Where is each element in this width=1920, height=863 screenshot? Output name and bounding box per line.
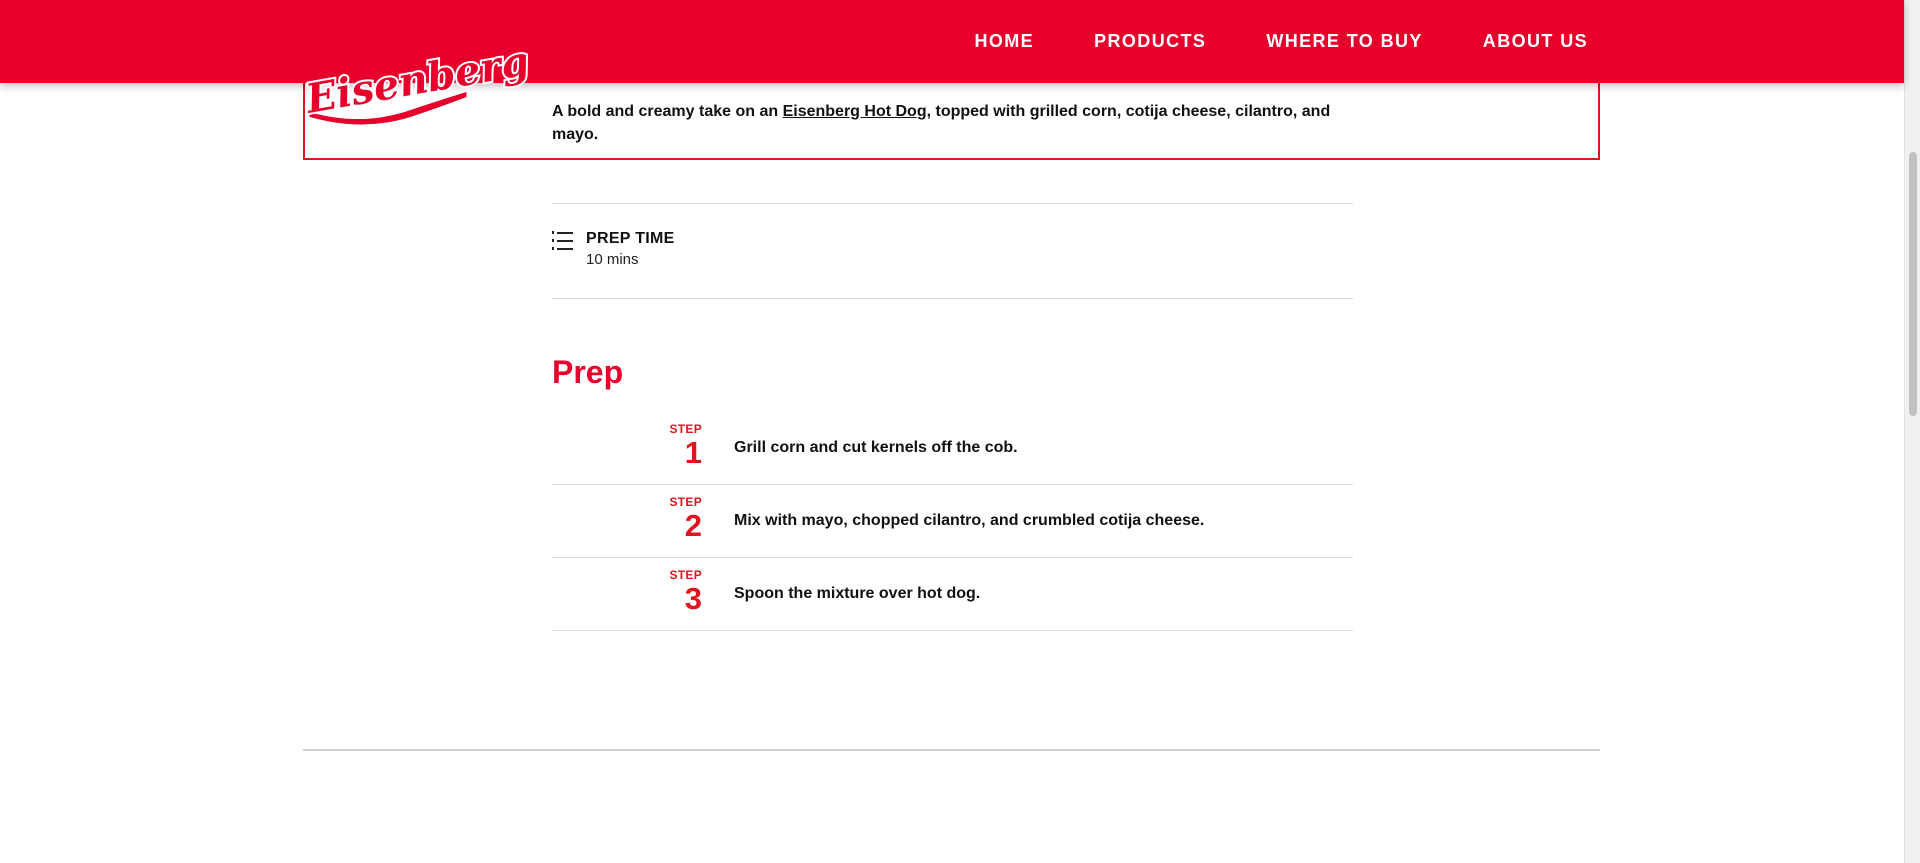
steps-list (552, 412, 1353, 631)
nav-where-to-buy[interactable]: WHERE TO BUY (1266, 31, 1423, 51)
nav-about-us[interactable]: ABOUT US (1482, 31, 1588, 51)
svg-text:Eisenberg: Eisenberg (302, 37, 533, 123)
step-row (552, 558, 1353, 631)
prep-time-value: 10 mins (586, 251, 639, 268)
divider-bottom (552, 298, 1353, 299)
divider-top (552, 203, 1353, 204)
prep-time (552, 228, 675, 270)
hot-dog-link[interactable]: Eisenberg Hot Dog (782, 103, 927, 120)
site-header (0, 0, 1904, 83)
prep-time-text (586, 228, 675, 270)
footer-divider (303, 749, 1600, 751)
step-number: STEP 3 (669, 568, 702, 616)
list-icon (552, 230, 574, 252)
nav-home[interactable]: HOME (974, 31, 1035, 51)
recipe-description: A bold and creamy take on an Eisenberg Hot Dog, topped with grilled corn, cotija cheese, cilantro, and mayo. (552, 103, 1331, 143)
prep-time-label: PREP TIME (586, 230, 675, 247)
step-row (552, 485, 1353, 558)
step-text: Mix with mayo, chopped cilantro, and crumbled cotija cheese. (734, 512, 1205, 529)
step-row (552, 412, 1353, 485)
main-nav (974, 0, 1588, 83)
step-number: STEP 1 (669, 422, 702, 470)
step-number: STEP 2 (669, 495, 702, 543)
step-text: Grill corn and cut kernels off the cob. (734, 439, 1018, 456)
scrollbar-thumb[interactable] (1909, 152, 1917, 416)
eisenberg-logo[interactable] (302, 37, 533, 124)
prep-heading: Prep (552, 354, 624, 390)
page-scrollbar[interactable] (1904, 0, 1920, 863)
nav-products[interactable]: PRODUCTS (1094, 31, 1207, 51)
step-text: Spoon the mixture over hot dog. (734, 585, 981, 602)
